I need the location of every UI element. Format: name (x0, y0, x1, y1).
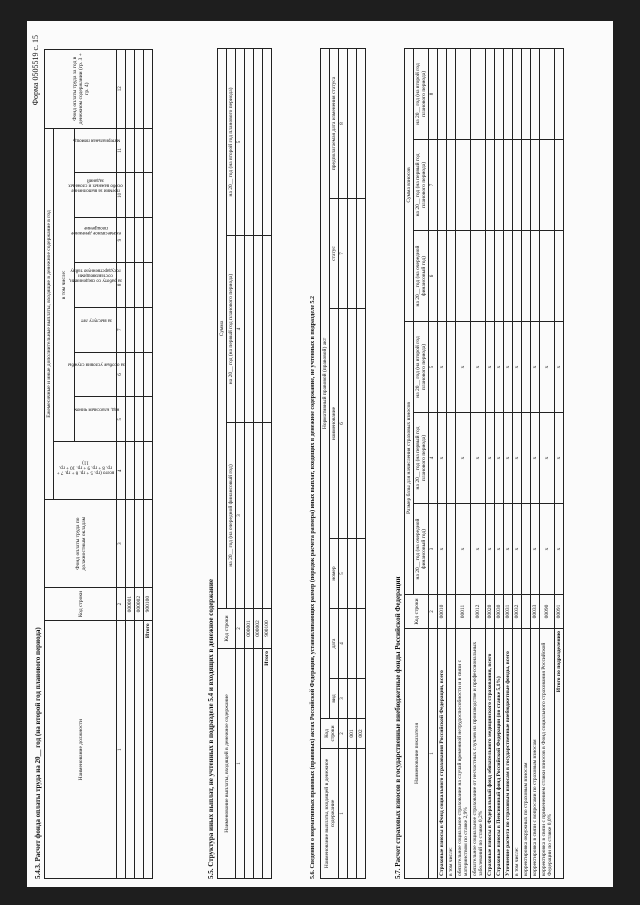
colnum: 7 (117, 307, 126, 352)
col-sum-year-2: на 20__ год (на первый год планового периода) (414, 139, 429, 230)
col-sub-material-aid: материальная помощь (75, 128, 117, 173)
table-5-4-3 (44, 49, 153, 879)
section-5-5-title: 5.5. Структура иных выплат, не учтенных в подразделе 5.4 и входящих в денежное содержание (207, 579, 215, 879)
col-row-code: Код строки (45, 587, 117, 621)
table-row: обязательное социальное страхование от несчастных случаев на производстве и профессиональных заболеваний по ставке 0,2% 00012 x x x (471, 48, 486, 878)
col-position-name: Наименование должности (45, 621, 117, 879)
col-contribution-sum: Сумма взносов (405, 48, 414, 321)
colnum: 1 (117, 621, 126, 879)
colnum: 6 (117, 352, 126, 397)
col-base-year-3: на 20__ год (на второй год планового периода) (414, 321, 429, 412)
col-sub-state-secret: за работу со сведениями, составляющими государственную тайну (75, 263, 117, 308)
table-row: 002 (357, 48, 366, 878)
rotated-content (27, 21, 613, 887)
colnum: 10 (117, 173, 126, 218)
col-sub-seniority: за выслугу лет (75, 307, 117, 352)
colnum: 6 (339, 309, 348, 539)
col-sum: Сумма (218, 49, 227, 609)
col-salary-fund: Фонд оплаты труда по должностным окладам (45, 500, 117, 587)
col-base-year-2: на 20__ год (на первый год планового периода) (414, 413, 429, 504)
col-legal-act: Нормативный правовой (правовой) акт (321, 48, 330, 718)
col-bonus-header: Ежемесячные и иные дополнительные выплаты, входящие в денежное содержание в год (45, 128, 54, 500)
col-payment-name: Наименование выплаты, входящей в денежное содержание (321, 749, 339, 879)
col-act-type: вид (330, 679, 339, 719)
section-5-4-3-title: 5.4.3. Расчет фонда оплаты труда на 20__ год (на второй год планового периода) (34, 627, 42, 879)
col-row-code: Код строки (405, 595, 429, 629)
table-row: в том числе: 00032 x x x (513, 48, 522, 878)
colnum: 9 (117, 218, 126, 263)
colnum: 6 (429, 230, 438, 321)
colnum: 5 (117, 397, 126, 442)
colnum: 3 (339, 679, 348, 719)
table-row: Страховые взносы в Фонд социального страхования Российской Федерации, всего 00010 x x x (438, 48, 447, 878)
table-row: 000002 (254, 49, 263, 879)
table-row: 000001 (126, 50, 135, 879)
col-sum-year-3: на 20__ год (на второй год планового периода) (414, 48, 429, 139)
colnum: 5 (429, 321, 438, 412)
col-row-code: Код строки (218, 609, 236, 649)
form-number: Форма 0505519 с. 15 (31, 35, 40, 106)
table-row: Уточнение расчета по страховым взносам в государственные внебюджетные фонды, всего 00031 x x x (504, 48, 513, 878)
colnum: 3 (236, 423, 245, 609)
colnum: 8 (117, 263, 126, 308)
col-contribution-base: Размер базы для начисления страховых взносов (405, 321, 414, 594)
table-row: Страховые взносы в Федеральный фонд обязательного медицинского страхования, всего 00020 x x x (486, 48, 495, 878)
table-5-5 (217, 48, 272, 879)
col-annual-fund: Фонд оплаты труда за год в денежном содержании (гр. 3 + гр. 4) (45, 50, 117, 129)
colnum: 12 (117, 50, 126, 129)
col-row-code: Код строки (321, 719, 339, 749)
colnum: 1 (236, 649, 245, 879)
colnum: 1 (339, 749, 348, 879)
table-row: 000002 (135, 50, 144, 879)
table-row: корректировка окружных по страховым взносам (522, 48, 531, 878)
col-act-status: статус (330, 199, 339, 309)
section-5-7-title: 5.7. Расчет страховых взносов в государственные внебюджетные фонды Российской Федерации (394, 576, 402, 879)
col-including: в том числе: (54, 128, 75, 442)
col-status-date: предполагаемая дата изменения статуса (330, 48, 339, 198)
colnum: 3 (429, 504, 438, 595)
col-sub-class-rank: над. классным чином (75, 397, 117, 442)
table-row: в том числе: (447, 48, 456, 878)
col-act-date: дата (330, 609, 339, 679)
table-row: 000001 (245, 49, 254, 879)
colnum: 11 (117, 128, 126, 173)
col-year-3: на 20__ год (на второй год планового периода) (227, 49, 236, 236)
table-row: корректировка в связи с применением ставки взносов в Фонд социального страхования Российской Федерации по ставке 0,0% 00090 x x x (540, 48, 555, 878)
table-5-7 (404, 48, 564, 879)
colnum: 2 (117, 587, 126, 621)
col-sum-year-1: на 20__ год (на очередной финансовый год) (414, 230, 429, 321)
col-payment-name: Наименование выплаты, входящей в денежное содержание (218, 649, 236, 879)
col-base-year-1: на 20__ год (на очередной финансовый год) (414, 504, 429, 595)
table-5-6 (320, 48, 366, 879)
total-row: Итого 900100 (144, 50, 153, 879)
colnum: 8 (429, 48, 438, 139)
colnum: 5 (339, 539, 348, 609)
colnum: 3 (117, 500, 126, 587)
total-row: Итого 900100 (263, 49, 272, 879)
col-act-number: номер (330, 539, 339, 609)
col-indicator-name: Наименование показателя (405, 629, 429, 879)
table-row: корректировка в связи с вопросами по страховым взносам 00033 x x x (531, 48, 540, 878)
table-row: Страховые взносы в Пенсионный фонд Российской Федерации (по ставке 5,1%) 00030 x x x (495, 48, 504, 878)
col-sub-special-tasks: премии за выполнение особо важных и сложных заданий (75, 173, 117, 218)
colnum: 5 (236, 49, 245, 236)
col-year-1: на 20__ год (на очередной финансовый год) (227, 423, 236, 609)
colnum: 2 (429, 595, 438, 629)
col-sub-monthly-bonus: ежемесячное денежное поощрение (75, 218, 117, 263)
col-act-name: наименование (330, 309, 339, 539)
table-row: обязательное социальное страхование на случай временной нетрудоспособности и в связи с материнством по ставке 2,9% 00011 x x x (456, 48, 471, 878)
colnum: 4 (339, 609, 348, 679)
colnum: 8 (339, 48, 348, 198)
colnum: 7 (339, 199, 348, 309)
colnum: 2 (236, 609, 245, 649)
col-sub-special-conditions: за особые условия службы (75, 352, 117, 397)
col-bonus-total: всего (гр. 5 + гр. 6 + гр. 7 + гр. 8 + гр. 9 + гр. 10 + гр. 11) (54, 442, 117, 500)
section-5-6-title: 5.6. Сведения о нормативных правовых (правовых) актах Российской Федерации, устанавливающих размер (порядок расчета размера) иных выплат, входящих в денежное содержание, не учтенных в подразделе 5.2 (310, 295, 316, 879)
table-row: 001 (348, 48, 357, 878)
total-row: Итого по подразделению 00091 x x x (555, 48, 564, 878)
colnum: 7 (429, 139, 438, 230)
colnum: 4 (236, 236, 245, 423)
colnum: 4 (117, 442, 126, 500)
col-year-2: на 20__ год (на первый год планового периода) (227, 236, 236, 423)
form-page (27, 21, 613, 887)
colnum: 1 (429, 629, 438, 879)
colnum: 2 (339, 719, 348, 749)
colnum: 4 (429, 413, 438, 504)
